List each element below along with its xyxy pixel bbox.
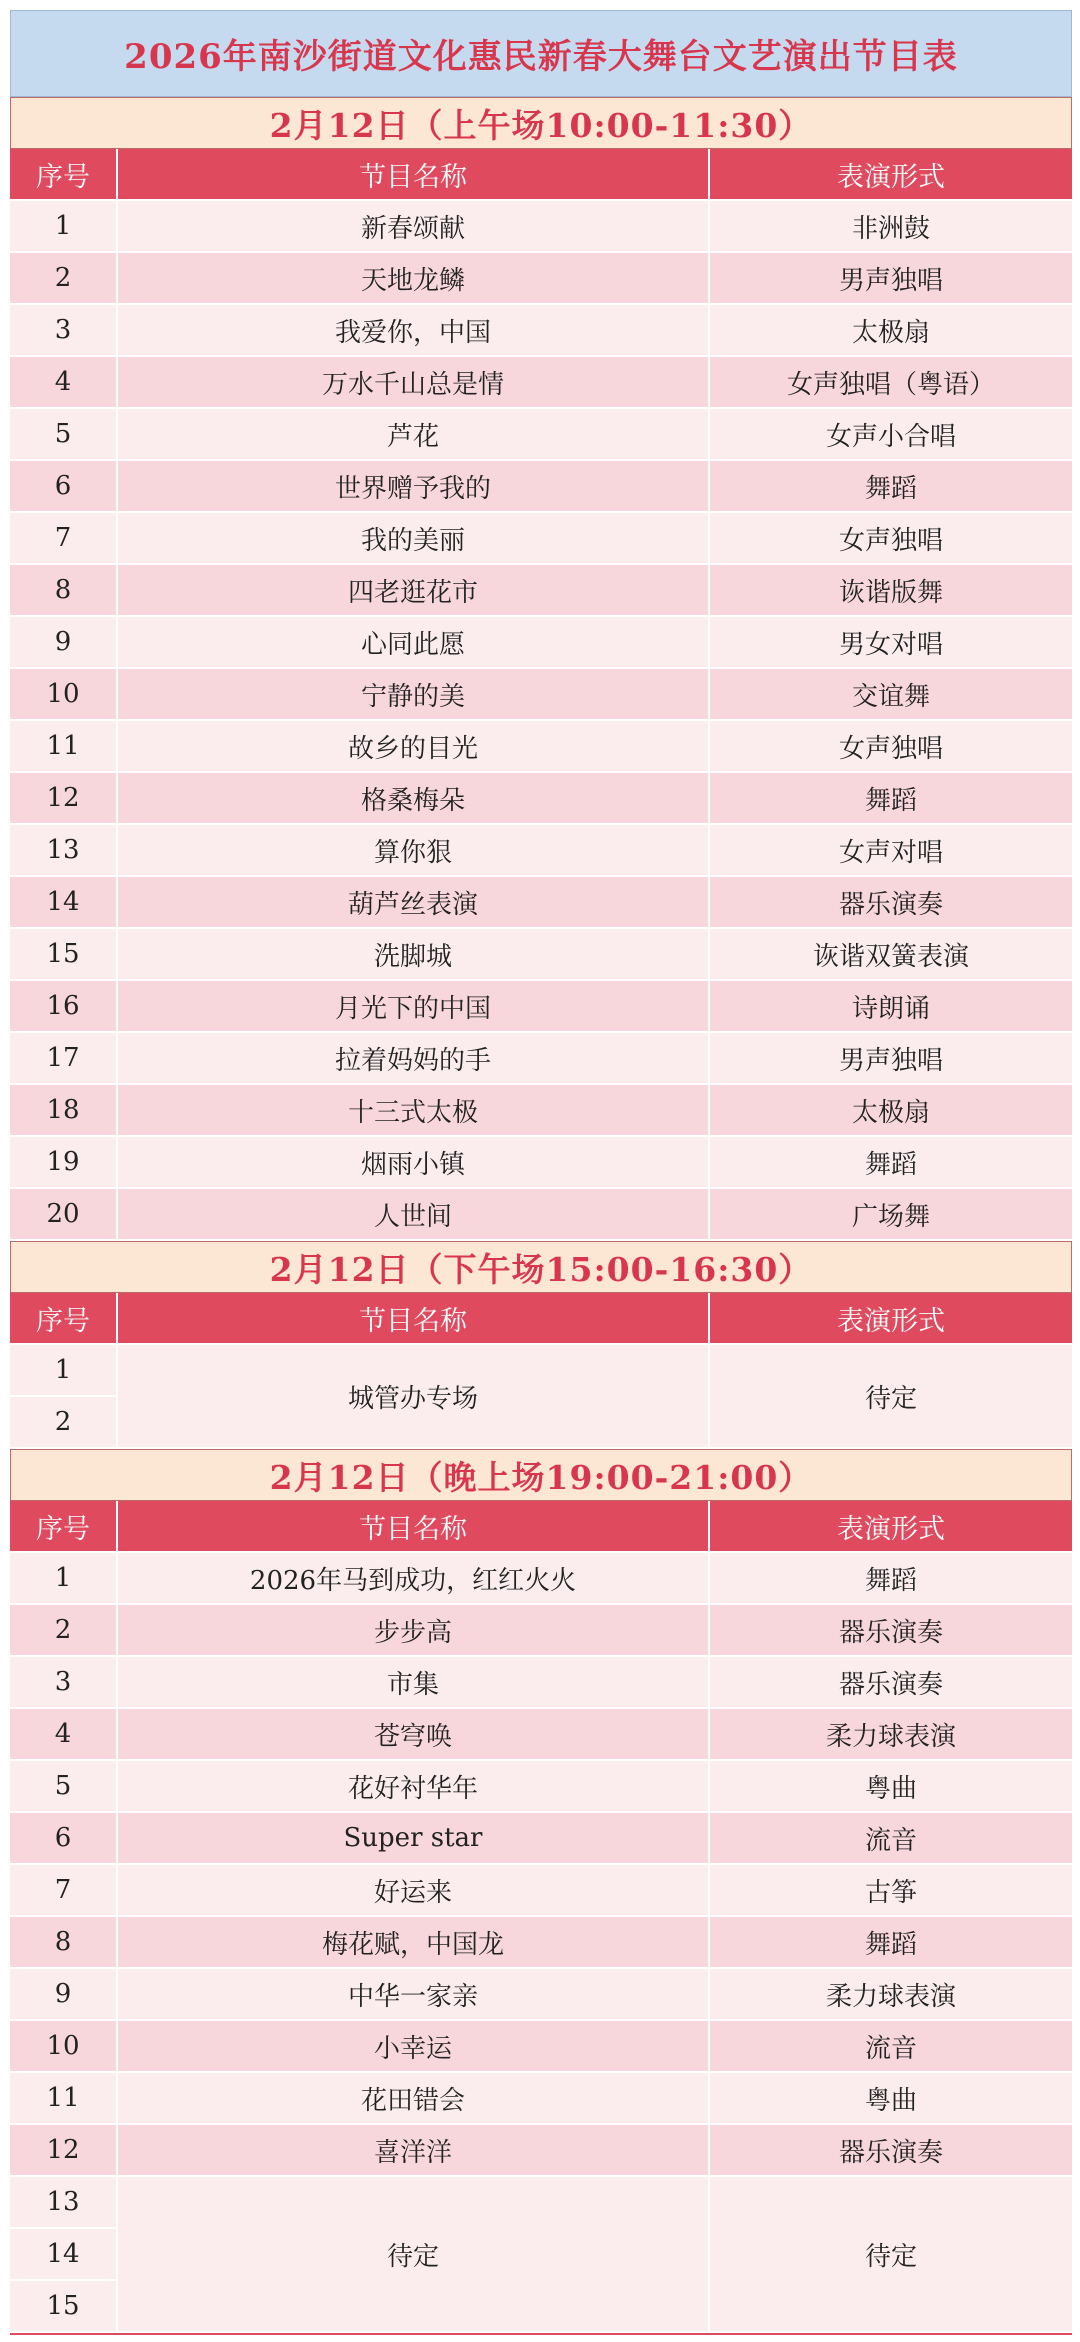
merged-rows [10, 2177, 1072, 2333]
row-num: 9 [10, 1969, 118, 2021]
row-name: 洗脚城 [118, 929, 710, 981]
row-name: 十三式太极 [118, 1085, 710, 1137]
table-row [10, 721, 1072, 773]
table-row [10, 981, 1072, 1033]
row-name: 梅花赋，中国龙 [118, 1917, 710, 1969]
row-name: 月光下的中国 [118, 981, 710, 1033]
row-form: 柔力球表演 [710, 1709, 1072, 1761]
row-num: 1 [10, 201, 118, 253]
row-form: 男女对唱 [710, 617, 1072, 669]
row-num: 12 [10, 773, 118, 825]
row-form: 舞蹈 [710, 1553, 1072, 1605]
table-row [10, 2073, 1072, 2125]
row-num: 8 [10, 565, 118, 617]
program-sheet [10, 10, 1072, 2335]
table-row [10, 1917, 1072, 1969]
row-form: 太极扇 [710, 1085, 1072, 1137]
table-row [10, 357, 1072, 409]
merged-rows [10, 1345, 1072, 1449]
row-num: 1 [10, 1345, 118, 1397]
table-row [10, 2021, 1072, 2073]
row-name: 好运来 [118, 1865, 710, 1917]
row-form: 柔力球表演 [710, 1969, 1072, 2021]
merged-form: 待定 [710, 1345, 1072, 1449]
row-name: 喜洋洋 [118, 2125, 710, 2177]
row-num: 2 [10, 253, 118, 305]
merged-nums [10, 2177, 118, 2333]
row-name: 心同此愿 [118, 617, 710, 669]
row-num: 11 [10, 2073, 118, 2125]
row-num: 12 [10, 2125, 118, 2177]
merged-name: 待定 [118, 2177, 710, 2333]
header-name: 节目名称 [118, 1501, 710, 1553]
row-num: 18 [10, 1085, 118, 1137]
row-num: 6 [10, 461, 118, 513]
table-header [10, 1293, 1072, 1345]
row-name: 天地龙鳞 [118, 253, 710, 305]
row-num: 4 [10, 357, 118, 409]
table-row [10, 201, 1072, 253]
row-form: 女声小合唱 [710, 409, 1072, 461]
row-name: 四老逛花市 [118, 565, 710, 617]
row-num: 4 [10, 1709, 118, 1761]
table-row [10, 617, 1072, 669]
session-title: 2月12日（上午场10:00-11:30） [10, 97, 1072, 149]
row-form: 诙谐版舞 [710, 565, 1072, 617]
table-row [10, 1605, 1072, 1657]
merged-form: 待定 [710, 2177, 1072, 2333]
row-name: 花好衬华年 [118, 1761, 710, 1813]
table-header [10, 149, 1072, 201]
header-form: 表演形式 [710, 1501, 1072, 1553]
table-row [10, 253, 1072, 305]
merged-name: 城管办专场 [118, 1345, 710, 1449]
row-form: 诗朗诵 [710, 981, 1072, 1033]
row-form: 交谊舞 [710, 669, 1072, 721]
table-row [10, 513, 1072, 565]
table-row [10, 2125, 1072, 2177]
row-form: 舞蹈 [710, 1917, 1072, 1969]
table-row [10, 825, 1072, 877]
row-num: 6 [10, 1813, 118, 1865]
row-num: 13 [10, 2177, 118, 2229]
row-num: 5 [10, 1761, 118, 1813]
row-form: 女声独唱（粤语） [710, 357, 1072, 409]
session-title: 2月12日（下午场15:00-16:30） [10, 1241, 1072, 1293]
row-form: 器乐演奏 [710, 1657, 1072, 1709]
row-form: 太极扇 [710, 305, 1072, 357]
table-row [10, 1813, 1072, 1865]
row-form: 男声独唱 [710, 1033, 1072, 1085]
table-row [10, 1709, 1072, 1761]
table-row [10, 773, 1072, 825]
row-num: 9 [10, 617, 118, 669]
row-form: 器乐演奏 [710, 877, 1072, 929]
table-row [10, 305, 1072, 357]
row-num: 1 [10, 1553, 118, 1605]
row-num: 13 [10, 825, 118, 877]
row-name: 人世间 [118, 1189, 710, 1241]
row-form: 女声独唱 [710, 721, 1072, 773]
row-num: 19 [10, 1137, 118, 1189]
header-name: 节目名称 [118, 149, 710, 201]
table-row [10, 409, 1072, 461]
table-row [10, 1189, 1072, 1241]
row-name: 芦花 [118, 409, 710, 461]
row-num: 11 [10, 721, 118, 773]
table-row [10, 929, 1072, 981]
row-num: 7 [10, 1865, 118, 1917]
row-form: 舞蹈 [710, 461, 1072, 513]
row-form: 流音 [710, 1813, 1072, 1865]
row-num: 14 [10, 877, 118, 929]
row-num: 10 [10, 669, 118, 721]
table-row [10, 1137, 1072, 1189]
row-num: 14 [10, 2229, 118, 2281]
row-num: 7 [10, 513, 118, 565]
table-row [10, 1657, 1072, 1709]
session-title: 2月12日（晚上场19:00-21:00） [10, 1449, 1072, 1501]
row-name: 算你狠 [118, 825, 710, 877]
row-name: 苍穹唤 [118, 1709, 710, 1761]
row-name: 我爱你，中国 [118, 305, 710, 357]
row-name: 中华一家亲 [118, 1969, 710, 2021]
bottom-border [10, 2333, 1072, 2335]
row-form: 男声独唱 [710, 253, 1072, 305]
row-name: 宁静的美 [118, 669, 710, 721]
row-name: 世界赠予我的 [118, 461, 710, 513]
row-num: 8 [10, 1917, 118, 1969]
row-form: 舞蹈 [710, 1137, 1072, 1189]
row-name: 新春颂献 [118, 201, 710, 253]
row-form: 粤曲 [710, 2073, 1072, 2125]
header-name: 节目名称 [118, 1293, 710, 1345]
row-form: 诙谐双簧表演 [710, 929, 1072, 981]
table-row [10, 1033, 1072, 1085]
row-form: 广场舞 [710, 1189, 1072, 1241]
row-form: 粤曲 [710, 1761, 1072, 1813]
table-row [10, 565, 1072, 617]
row-name: 葫芦丝表演 [118, 877, 710, 929]
table-row [10, 1085, 1072, 1137]
row-name: 2026年马到成功，红红火火 [118, 1553, 710, 1605]
row-name: 烟雨小镇 [118, 1137, 710, 1189]
row-form: 器乐演奏 [710, 2125, 1072, 2177]
row-num: 16 [10, 981, 118, 1033]
row-name: 拉着妈妈的手 [118, 1033, 710, 1085]
row-form: 舞蹈 [710, 773, 1072, 825]
row-num: 17 [10, 1033, 118, 1085]
table-row [10, 1969, 1072, 2021]
merged-nums [10, 1345, 118, 1449]
row-name: 万水千山总是情 [118, 357, 710, 409]
row-num: 3 [10, 305, 118, 357]
row-num: 3 [10, 1657, 118, 1709]
row-num: 20 [10, 1189, 118, 1241]
row-num: 15 [10, 929, 118, 981]
row-name: 小幸运 [118, 2021, 710, 2073]
row-name: 步步高 [118, 1605, 710, 1657]
row-name: 我的美丽 [118, 513, 710, 565]
row-form: 古筝 [710, 1865, 1072, 1917]
row-form: 女声对唱 [710, 825, 1072, 877]
row-form: 非洲鼓 [710, 201, 1072, 253]
sheet-title: 2026年南沙街道文化惠民新春大舞台文艺演出节目表 [10, 10, 1072, 97]
table-row [10, 1865, 1072, 1917]
row-form: 流音 [710, 2021, 1072, 2073]
table-row [10, 877, 1072, 929]
sessions-container [10, 97, 1072, 2333]
row-name: 市集 [118, 1657, 710, 1709]
row-form: 女声独唱 [710, 513, 1072, 565]
table-row [10, 669, 1072, 721]
header-num: 序号 [10, 149, 118, 201]
header-num: 序号 [10, 1501, 118, 1553]
row-num: 2 [10, 1397, 118, 1449]
table-row [10, 1761, 1072, 1813]
row-name: 故乡的目光 [118, 721, 710, 773]
table-row [10, 461, 1072, 513]
header-num: 序号 [10, 1293, 118, 1345]
row-num: 2 [10, 1605, 118, 1657]
row-num: 5 [10, 409, 118, 461]
row-name: 花田错会 [118, 2073, 710, 2125]
header-form: 表演形式 [710, 149, 1072, 201]
table-header [10, 1501, 1072, 1553]
header-form: 表演形式 [710, 1293, 1072, 1345]
row-name: Super star [118, 1813, 710, 1865]
row-form: 器乐演奏 [710, 1605, 1072, 1657]
row-name: 格桑梅朵 [118, 773, 710, 825]
row-num: 15 [10, 2281, 118, 2333]
row-num: 10 [10, 2021, 118, 2073]
table-row [10, 1553, 1072, 1605]
